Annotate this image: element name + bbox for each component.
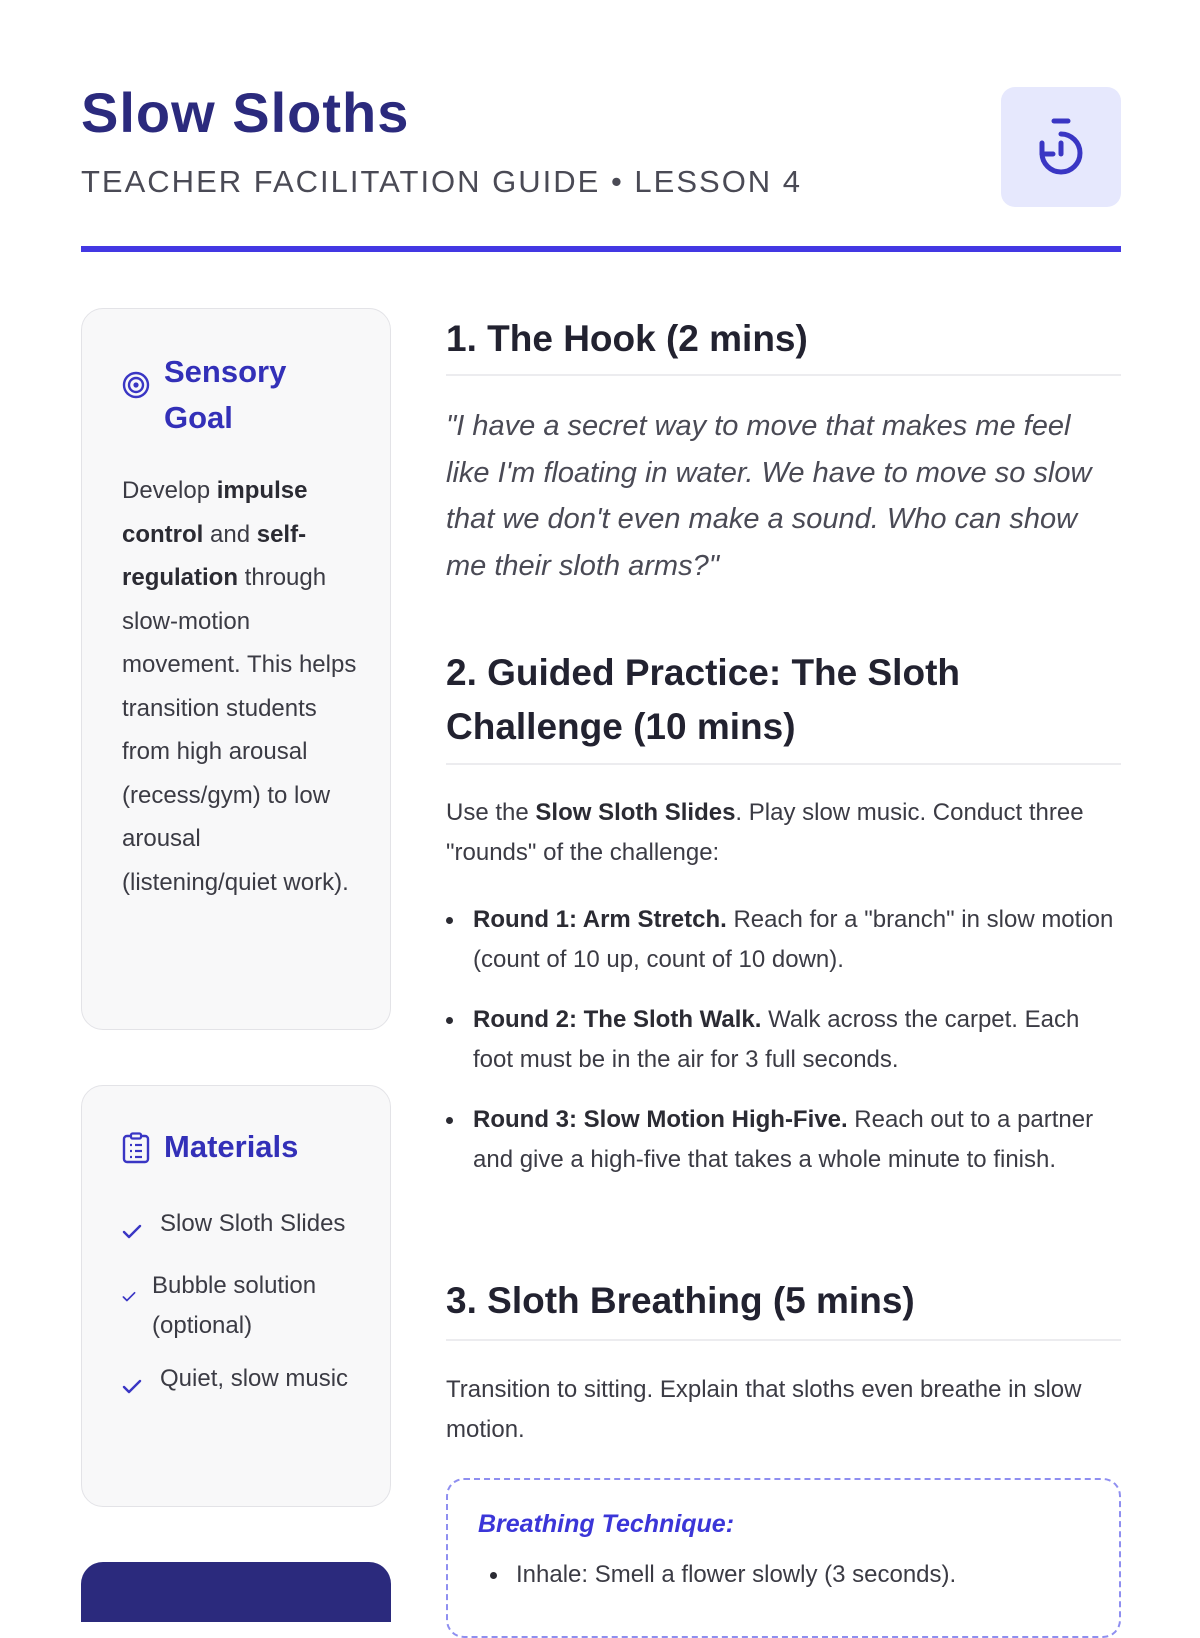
materials-list <box>122 1204 362 1421</box>
goal-text-post: through slow-motion movement. This helps transition students from high arousal (recess/gym) to low arousal (listening/quiet work). <box>122 564 357 896</box>
practice-heading: 2. Guided Practice: The Sloth Challenge (10 mins) <box>446 652 960 747</box>
list-item <box>446 900 1121 980</box>
breathing-technique-box <box>446 1478 1121 1638</box>
check-icon <box>122 1213 146 1253</box>
sensory-goal-card <box>81 308 391 1030</box>
material-label: Bubble solution (optional) <box>152 1272 317 1339</box>
sensory-goal-text <box>122 469 362 904</box>
goal-bold-impulse: impulse control <box>122 477 308 548</box>
round-text: Reach out to a partner and give a high-five that takes a whole minute to finish. <box>473 1106 1094 1173</box>
list-item <box>122 1266 362 1346</box>
round-label: Round 2: The Sloth Walk. <box>473 1006 762 1033</box>
round-label: Round 3: Slow Motion High-Five. <box>473 1106 848 1133</box>
list-item: Inhale: Smell a flower slowly (3 seconds). <box>478 1555 956 1595</box>
rounds-list <box>446 900 1121 1200</box>
hook-divider <box>446 374 1121 376</box>
breathing-technique-title: Breathing Technique: <box>478 1510 735 1538</box>
round-text: Reach for a "branch" in slow motion (count of 10 up, count of 10 down). <box>473 906 1114 973</box>
goal-text-mid: and <box>203 520 257 548</box>
page-subtitle: TEACHER FACILITATION GUIDE • LESSON 4 <box>81 164 803 199</box>
header-divider <box>81 246 1121 252</box>
practice-intro-pre: Use the <box>446 799 536 826</box>
list-item <box>122 1204 362 1253</box>
sidebar-footer-block <box>81 1562 391 1622</box>
page-title: Slow Sloths <box>81 81 410 144</box>
sensory-goal-header <box>122 349 304 441</box>
materials-title: Materials <box>164 1129 299 1164</box>
materials-card <box>81 1085 391 1507</box>
practice-intro-post: . Play slow music. Conduct three "rounds" of the challenge: <box>446 799 1084 866</box>
hook-heading: 1. The Hook (2 mins) <box>446 318 808 359</box>
timer-icon-glyph <box>1032 115 1090 179</box>
goal-text-pre: Develop <box>122 477 217 504</box>
goal-bold-self-regulation: self-regulation <box>122 520 307 591</box>
clipboard-icon <box>122 1132 150 1169</box>
sensory-goal-title: Sensory Goal <box>164 354 287 435</box>
breathing-intro: Transition to sitting. Explain that sloths even breathe in slow motion. <box>446 1376 1082 1443</box>
hook-quote: "I have a secret way to move that makes me feel like I'm floating in water. We have to move so slow that we don't even make a sound. Who can show me their sloth arms?" <box>446 410 1092 582</box>
round-text: Walk across the carpet. Each foot must be in the air for 3 full seconds. <box>473 1006 1080 1073</box>
timer-icon <box>1001 87 1121 207</box>
lesson-page <box>81 0 1121 1600</box>
practice-divider <box>446 763 1121 765</box>
practice-intro <box>446 793 1121 873</box>
check-icon <box>122 1368 146 1408</box>
materials-header <box>122 1124 298 1170</box>
material-label: Quiet, slow music <box>160 1365 349 1392</box>
round-label: Round 1: Arm Stretch. <box>473 906 727 933</box>
target-icon <box>122 371 150 404</box>
breathing-heading: 3. Sloth Breathing (5 mins) <box>446 1280 915 1321</box>
practice-intro-bold: Slow Sloth Slides <box>535 799 736 826</box>
list-item <box>122 1359 362 1408</box>
list-item <box>446 1000 1121 1080</box>
check-icon <box>122 1276 138 1316</box>
list-item <box>446 1100 1121 1180</box>
breathing-steps-list <box>478 1555 956 1595</box>
material-label: Slow Sloth Slides <box>160 1210 346 1237</box>
breathing-divider <box>446 1339 1121 1341</box>
header <box>81 80 1121 254</box>
